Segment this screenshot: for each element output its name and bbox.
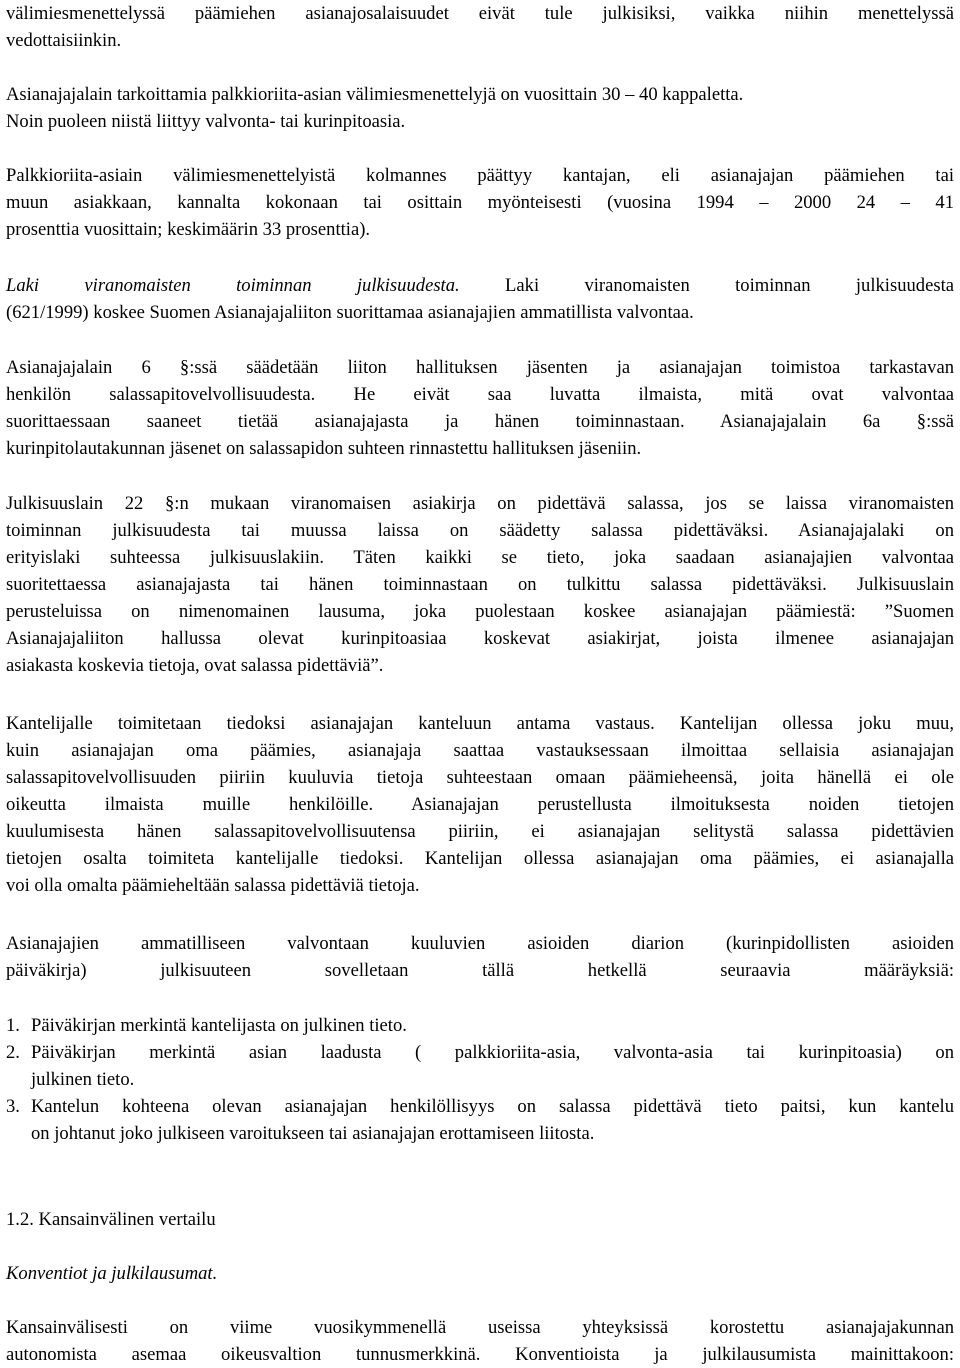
text-line: vedottaisiinkin. [6, 30, 122, 51]
text-span: Laki viranomaisten toiminnan julkisuudesta [505, 275, 955, 296]
list-item [6, 1012, 954, 1039]
text-line: salassapitovelvollisuuden piiriin kuuluvia tietoja suhteestaan omaan päämieheensä, joita hänellä ei ole [6, 767, 954, 788]
paragraph-secrecy-rules [6, 490, 954, 679]
list-item [6, 1039, 954, 1093]
text-line: autonomista asemaa oikeusvaltion tunnusmerkkinä. Konventioista ja julkilausumista mainittakoon: [6, 1344, 954, 1365]
text-line: Kantelun kohteena olevan asianajajan henkilöllisyys on salassa pidettävä tieto paitsi, kun kantelu [31, 1096, 954, 1117]
paragraph-fee-dispute-outcome [6, 162, 954, 243]
text-line: asiakasta koskevia tietoja, ovat salassa pidettäviä”. [6, 655, 384, 676]
paragraph-complainant-notice [6, 710, 954, 899]
text-line [6, 272, 954, 299]
list-number: 1. [6, 1015, 20, 1036]
paragraph-continuation [6, 0, 954, 54]
text-line: voi olla omalta päämieheltään salassa pidettäviä tietoja. [6, 875, 420, 896]
text-line: päiväkirja) julkisuuteen sovelletaan tällä hetkellä seuraavia määräyksiä: [6, 960, 954, 981]
text-line: henkilön salassapitovelvollisuudesta. He eivät saa luvatta ilmaista, mitä ovat valvontaa [6, 384, 954, 405]
section-heading: 1.2. Kansainvälinen vertailu [6, 1209, 216, 1230]
paragraph-arbitration-count [6, 81, 954, 135]
text-line: Kansainvälisesti on viime vuosikymmenellä useissa yhteyksissä korostettu asianajajakunnan [6, 1317, 954, 1338]
text-line: välimiesmenettelyssä päämiehen asianajosalaisuudet eivät tule julkisiksi, vaikka niihin menettelyssä [6, 3, 954, 24]
text-line: kurinpitolautakunnan jäsenet on salassapidon suhteen rinnastettu hallituksen jäseniin. [6, 438, 642, 459]
text-line: Noin puoleen niistä liittyy valvonta- tai kurinpitoasia. [6, 111, 406, 132]
text-line: suoritettaessa asianajajasta tai hänen toiminnastaan on tulkittu salassa pidettäväksi. Julkisuuslain [6, 574, 954, 595]
text-line: oikeutta ilmaista muille henkilöille. Asianajajan perustellusta ilmoituksesta noiden tietojen [6, 794, 954, 815]
text-line: perusteluissa on nimenomainen lausuma, joka puolestaan koskee asianajajan päämiestä: ”Suomen [6, 601, 954, 622]
paragraph-publicity-act [6, 272, 954, 326]
text-line: Asianajajalain 6 §:ssä säädetään liiton hallituksen jäsenten ja asianajajan toimistoa tarkastavan [6, 357, 954, 378]
subheading: Konventiot ja julkilausumat. [6, 1263, 218, 1284]
text-line: Asianajajalain tarkoittamia palkkioriita-asian välimiesmenettelyjä on vuosittain 30 – 40 kappaletta. [6, 84, 744, 105]
text-line: Kantelijalle toimitetaan tiedoksi asianajajan kanteluun antama vastaus. Kantelijan ollessa joku muu, [6, 713, 954, 734]
paragraph-diary-publicity [6, 930, 954, 984]
text-line: julkinen tieto. [31, 1069, 135, 1090]
text-line: prosenttia vuosittain; keskimäärin 33 prosenttia). [6, 219, 371, 240]
list-number: 2. [6, 1042, 20, 1063]
text-line: Päiväkirjan merkintä asian laadusta ( palkkioriita-asia, valvonta-asia tai kurinpitoasia) on [31, 1042, 954, 1063]
text-line: kuin asianajajan oma päämies, asianajaja saattaa vastauksessaan ilmoittaa sellaisia asianajajan [6, 740, 954, 761]
paragraph-international [6, 1314, 954, 1368]
text-line: suorittaessaan saaneet tietää asianajajasta ja hänen toiminnastaan. Asianajajalain 6a §:ssä [6, 411, 954, 432]
text-line: on johtanut joko julkiseen varoitukseen tai asianajajan erottamiseen liitosta. [31, 1123, 595, 1144]
paragraph-confidentiality-duty [6, 354, 954, 462]
text-line: muun asiakkaan, kannalta kokonaan tai osittain myönteisesti (vuosina 1994 – 2000 24 – 41 [6, 192, 954, 213]
text-line: Palkkioriita-asiain välimiesmenettelyistä kolmannes päättyy kantajan, eli asianajajan päämiehen tai [6, 165, 954, 186]
numbered-list [6, 1012, 954, 1147]
text-line: toiminnan julkisuudesta tai muussa laissa on säädetty salassa pidettäväksi. Asianajajalaki on [6, 520, 954, 541]
text-line: Asianajajaliiton hallussa olevat kurinpitoasiaa koskevat asiakirjat, joista ilmenee asianajajan [6, 628, 954, 649]
italic-heading: Laki viranomaisten toiminnan julkisuudesta. [6, 275, 460, 296]
list-number: 3. [6, 1096, 20, 1117]
text-line: Päiväkirjan merkintä kantelijasta on julkinen tieto. [31, 1015, 407, 1036]
text-line: erityislaki suhteessa julkisuuslakiin. Täten kaikki se tieto, joka saadaan asianajajien valvontaa [6, 547, 954, 568]
text-line: tietojen osalta toimiteta kantelijalle tiedoksi. Kantelijan ollessa asianajajan oma päämies, ei asianajalla [6, 848, 954, 869]
text-line: (621/1999) koskee Suomen Asianajajaliiton suorittamaa asianajajien ammatillista valvontaa. [6, 302, 694, 323]
text-line: kuulumisesta hänen salassapitovelvollisuutensa piiriin, ei asianajajan selitystä salassa pidettävien [6, 821, 954, 842]
list-item [6, 1093, 954, 1147]
text-line: Asianajajien ammatilliseen valvontaan kuuluvien asioiden diarion (kurinpidollisten asioiden [6, 933, 954, 954]
text-line: Julkisuuslain 22 §:n mukaan viranomaisen asiakirja on pidettävä salassa, jos se laissa viranomaisten [6, 493, 954, 514]
